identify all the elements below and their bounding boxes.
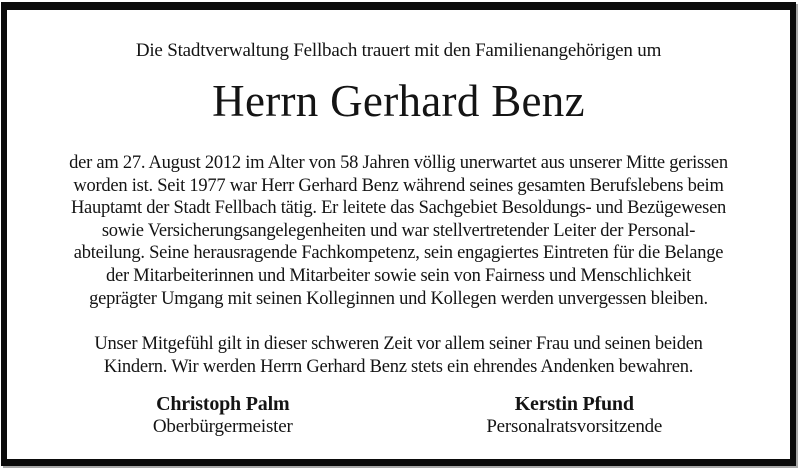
paragraph-line: Kindern. Wir werden Herrn Gerhard Benz stets ein ehrendes Andenken bewahren. (103, 356, 694, 377)
deceased-name-headline: Herrn Gerhard Benz (212, 76, 585, 126)
paragraph-line: abteilung. Seine herausragende Fachkompetenz, sein engagiertes Eintreten für die Belange (73, 243, 724, 264)
signatory-title: Personalratsvorsitzende (486, 416, 663, 438)
signatory-name: Christoph Palm (156, 393, 290, 416)
obituary-paragraph-1 (7, 152, 790, 310)
notice-content (7, 39, 790, 469)
paragraph-line: der Mitarbeiterinnen und Mitarbeiter sowie sein von Fairness und Menschlichkeit (106, 265, 691, 286)
signatory-left (47, 393, 399, 438)
paragraph-line: geprägter Umgang mit seinen Kolleginnen und Kollegen werden unvergessen bleiben. (89, 288, 708, 309)
paragraph-line: Unser Mitgefühl gilt in dieser schweren Zeit vor allem seiner Frau und seinen beiden (94, 334, 703, 355)
paragraph-line: worden ist. Seit 1977 war Herr Gerhard Benz während seines gesamten Berufslebens beim (73, 175, 724, 196)
obituary-paragraph-2 (7, 333, 790, 378)
signatory-right (399, 393, 751, 438)
signatory-name: Kerstin Pfund (514, 393, 634, 416)
mourning-frame-border (1, 2, 796, 466)
paragraph-line: sowie Versicherungsangelegenheiten und war stellvertretender Leiter der Personal- (101, 220, 696, 241)
paragraph-line: der am 27. August 2012 im Alter von 58 Jahren völlig unerwartet aus unserer Mitte gerissen (69, 153, 728, 173)
signature-row (7, 393, 790, 438)
paragraph-line: Hauptamt der Stadt Fellbach tätig. Er leitete das Sachgebiet Besoldungs- und Bezügewesen (70, 198, 727, 219)
signatory-title: Oberbürgermeister (152, 416, 293, 438)
intro-line: Die Stadtverwaltung Fellbach trauert mit den Familienangehörigen um (135, 40, 662, 61)
